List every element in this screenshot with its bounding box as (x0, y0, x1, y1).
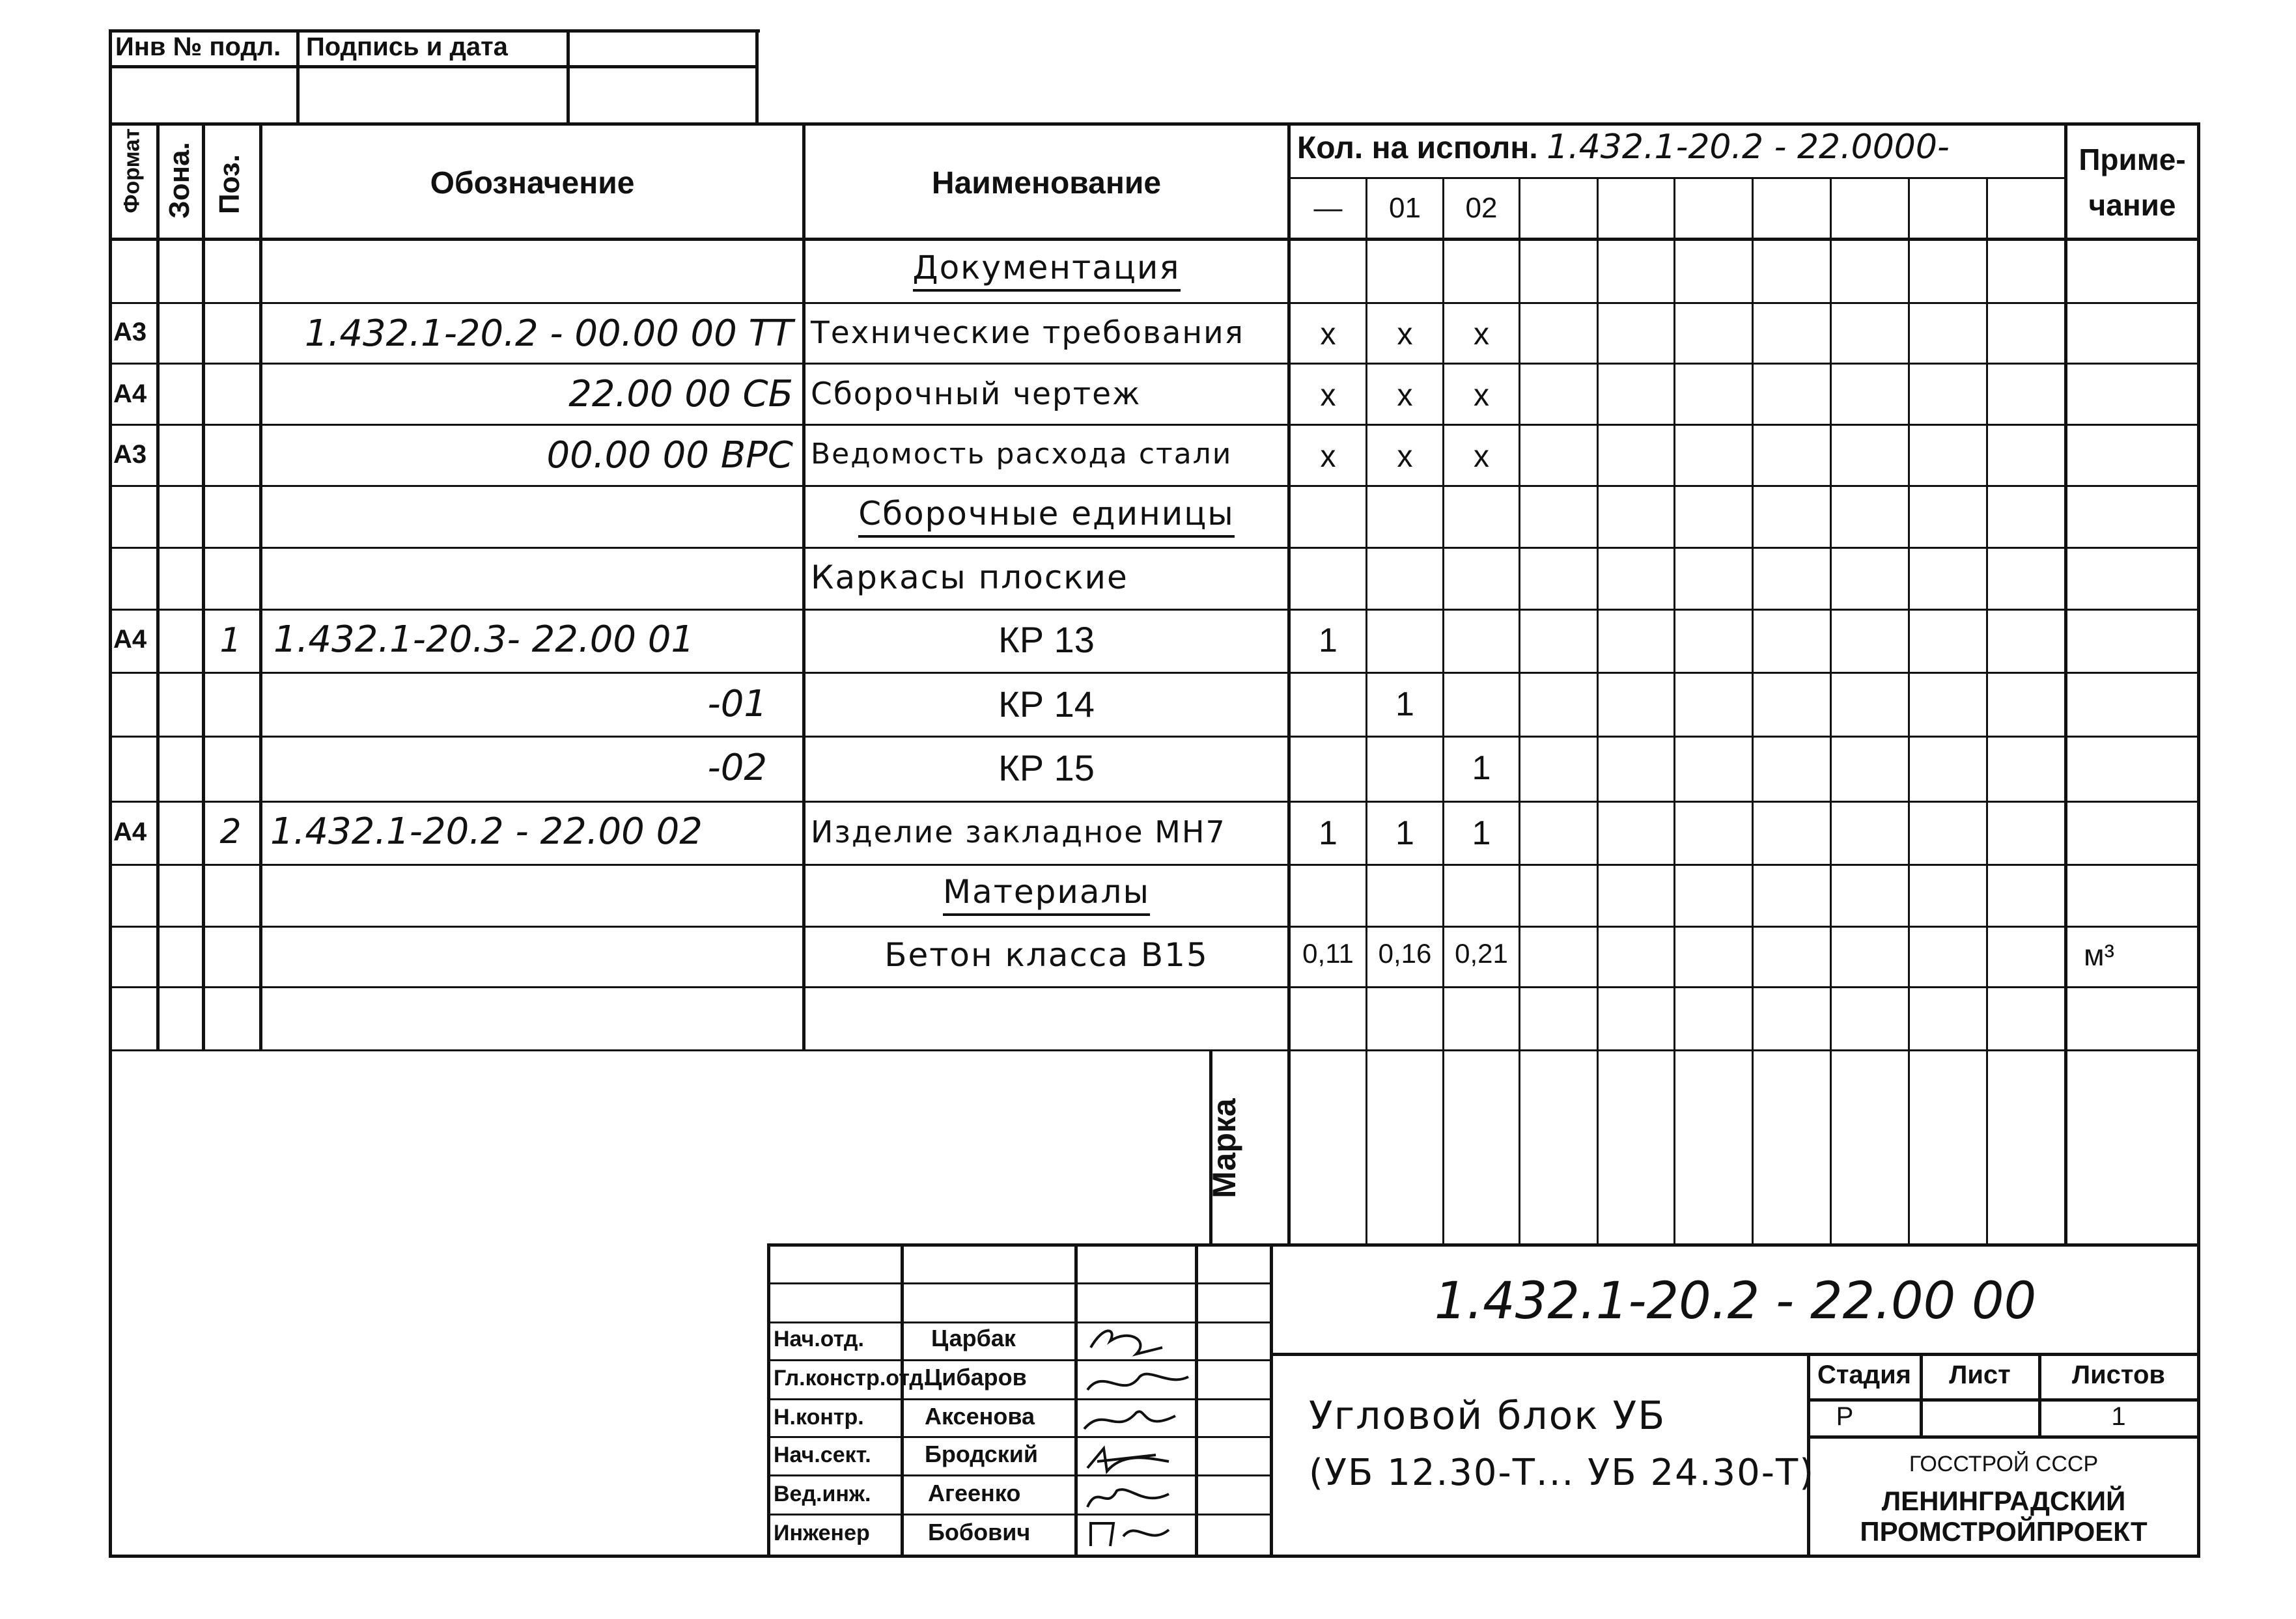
position-header: Поз. (214, 154, 245, 215)
row-qty-02: 1 (1472, 814, 1491, 852)
variant-header-base: — (1313, 192, 1343, 224)
note-header-line1: Приме- (2079, 143, 2186, 176)
signer-role: Гл.констр.отд. (774, 1366, 930, 1391)
designation-header: Обозначение (430, 166, 635, 201)
signer-role: Нач.сект. (774, 1443, 871, 1467)
row-name: Сборочный чертеж (811, 376, 1141, 412)
row-name: Каркасы плоские (811, 559, 1128, 596)
document-number: 1.432.1-20.2 - 22.00 00 (1434, 1272, 2037, 1331)
sheets-label: Листов (2072, 1361, 2165, 1389)
signer-role: Н.контр. (774, 1405, 864, 1430)
signer-name: Аксенова (925, 1403, 1035, 1430)
row-qty-02: x (1474, 378, 1489, 413)
row-format: А3 (113, 440, 147, 469)
row-name: Изделие закладное МН7 (811, 814, 1226, 850)
marka-label: Марка (1206, 1098, 1242, 1198)
row-qty-02: x (1474, 439, 1489, 474)
row-designation: 00.00 00 ВРС (546, 434, 793, 477)
inventory-number-label: Инв № подл. (115, 33, 281, 61)
signer-role: Вед.инж. (774, 1482, 871, 1506)
row-qty-02: 0,21 (1455, 938, 1508, 969)
row-qty-base: 0,11 (1302, 938, 1354, 969)
signer-role: Нач.отд. (774, 1327, 864, 1351)
signer-name: Царбак (931, 1325, 1016, 1351)
row-qty-base: x (1320, 378, 1336, 413)
row-qty-01: x (1397, 317, 1413, 352)
row-name: КР 13 (998, 619, 1095, 660)
signer-name: Бродский (925, 1441, 1039, 1467)
signature-3 (1084, 1411, 1175, 1429)
row-position: 1 (219, 621, 242, 660)
format-header: Формат (119, 128, 145, 214)
row-format: А3 (113, 318, 147, 346)
row-designation: 1.432.1-20.2 - 22.00 02 (270, 810, 703, 853)
row-format: А4 (113, 818, 147, 846)
note-header-line2: чание (2088, 188, 2176, 222)
row-qty-01: 1 (1395, 814, 1414, 852)
signer-role: Инженер (774, 1521, 870, 1545)
row-format: А4 (113, 625, 147, 654)
signature-4 (1087, 1448, 1169, 1471)
row-note: м³ (2084, 938, 2114, 972)
row-qty-base: 1 (1319, 814, 1337, 852)
signature-1 (1091, 1331, 1162, 1354)
row-qty-01: 1 (1395, 685, 1414, 723)
drawing-title-line2: (УБ 12.30-Т... УБ 24.30-Т) (1309, 1452, 1815, 1494)
row-qty-base: 1 (1319, 622, 1337, 659)
signature-6 (1091, 1523, 1169, 1546)
row-name: Материалы (805, 876, 1287, 908)
row-position: 2 (219, 812, 242, 851)
row-name: Бетон класса В15 (884, 936, 1209, 974)
row-qty-base: x (1320, 439, 1336, 474)
row-designation: 1.432.1-20.2 - 00.00 00 ТТ (304, 312, 793, 355)
row-qty-base: x (1320, 317, 1336, 352)
row-name: КР 14 (998, 684, 1095, 725)
stage-value: Р (1836, 1402, 1854, 1431)
signer-name: Агеенко (928, 1480, 1021, 1506)
sheet-label: Лист (1949, 1361, 2011, 1389)
organization-name-line1: ЛЕНИНГРАДСКИЙ (1881, 1486, 2126, 1516)
row-designation: 1.432.1-20.3- 22.00 01 (273, 618, 695, 661)
row-designation: -01 (707, 683, 767, 725)
drawing-title-line1: Угловой блок УБ (1309, 1393, 1666, 1439)
variant-header-02: 02 (1465, 192, 1498, 224)
row-name: Сборочные единицы (805, 497, 1287, 530)
zone-header: Зона. (163, 142, 195, 219)
organization-ministry: ГОССТРОЙ СССР (1909, 1452, 2099, 1476)
row-qty-01: x (1397, 439, 1413, 474)
row-qty-02: x (1474, 317, 1489, 352)
sheets-value: 1 (2111, 1402, 2126, 1431)
signature-date-label: Подпись и дата (306, 33, 508, 61)
row-designation: -02 (707, 747, 767, 789)
row-name: Ведомость расхода стали (811, 437, 1233, 471)
row-name: КР 15 (998, 747, 1095, 788)
organization-name-line2: ПРОМСТРОЙПРОЕКТ (1860, 1516, 2148, 1547)
signer-name: Цибаров (925, 1364, 1027, 1391)
row-qty-02: 1 (1472, 749, 1491, 787)
signatures-column (1078, 1321, 1195, 1556)
row-name: Технические требования (811, 315, 1244, 351)
row-qty-01: 0,16 (1378, 938, 1432, 969)
row-designation: 22.00 00 СБ (568, 373, 793, 415)
stage-label: Стадия (1817, 1361, 1912, 1389)
row-format: А4 (113, 380, 147, 408)
variant-header-01: 01 (1389, 192, 1421, 224)
row-name: Документация (805, 251, 1287, 284)
name-header: Наименование (931, 166, 1162, 201)
row-qty-01: x (1397, 378, 1413, 413)
signer-name: Бобович (928, 1519, 1031, 1545)
signature-5 (1087, 1489, 1169, 1507)
signature-2 (1087, 1374, 1188, 1390)
quantity-header: Кол. на исполн. 1.432.1-20.2 - 22.0000- (1297, 128, 1950, 167)
